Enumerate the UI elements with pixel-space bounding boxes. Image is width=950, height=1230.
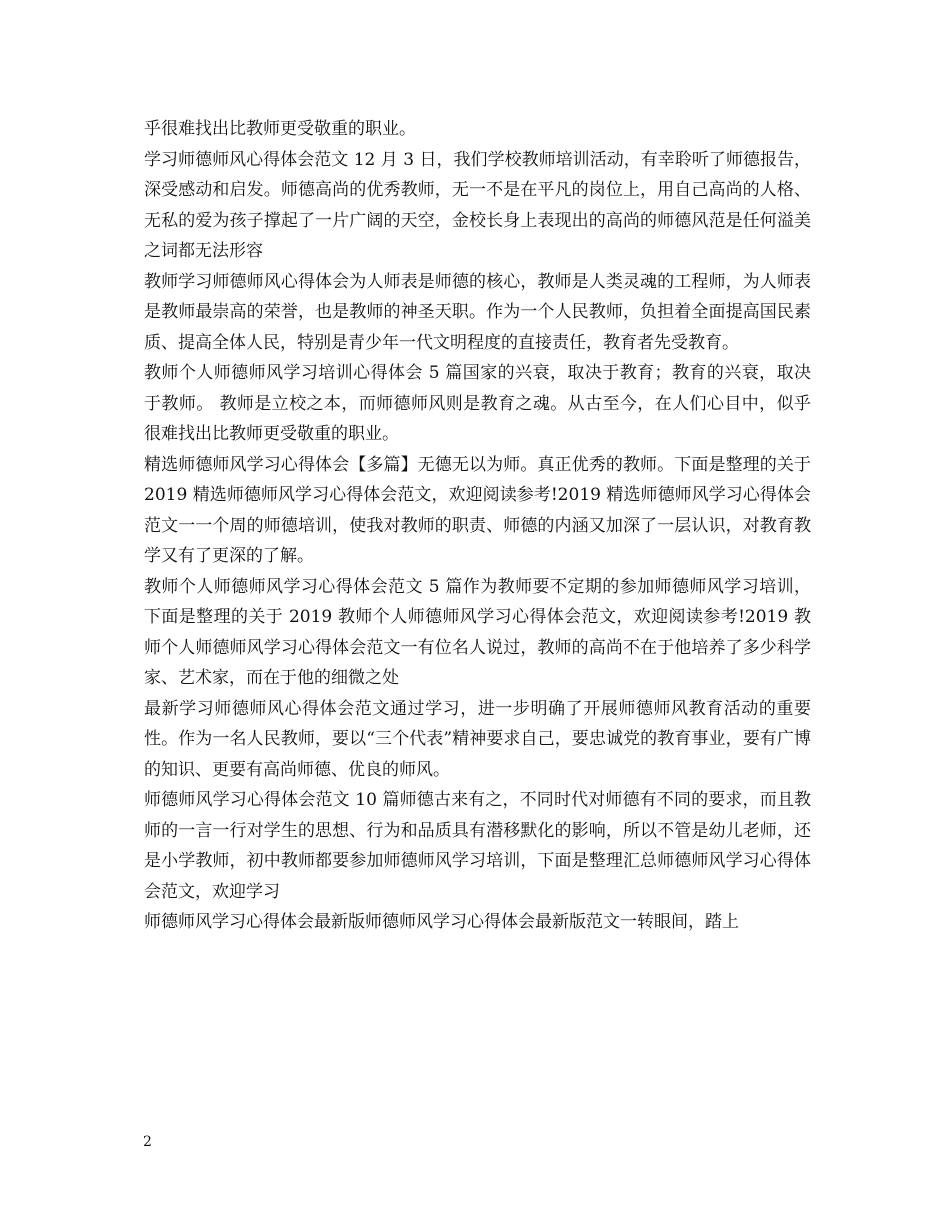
page-number: 2 bbox=[143, 1134, 152, 1150]
paragraph-6: 教师个人师德师风学习心得体会范文 5 篇作为教师要不定期的参加师德师风学习培训，下面是整理的关于 2019 教师个人师德师风学习心得体会范文，欢迎阅读参考!2019 教师个人师德师风学习心得体会范文一有位名人说过，教师的高尚不在于他培养了多少科学家、艺术家，而在于他的细微之处 bbox=[144, 576, 811, 688]
paragraph-8: 师德师风学习心得体会范文 10 篇师德古来有之，不同时代对师德有不同的要求，而且教师的一言一行对学生的思想、行为和品质具有潜移默化的影响，所以不管是幼儿老师，还是小学教师，初中教师都要参加师德师风学习培训，下面是整理汇总师德师风学习心得体会范文，欢迎学习 bbox=[144, 790, 811, 902]
paragraph-9: 师德师风学习心得体会最新版师德师风学习心得体会最新版范文一转眼间，踏上 bbox=[144, 912, 739, 932]
document-body bbox=[144, 114, 811, 938]
paragraph-4: 教师个人师德师风学习培训心得体会 5 篇国家的兴衰，取决于教育；教育的兴衰，取决于教师。 教师是立校之本，而师德师风则是教育之魂。从古至今，在人们心目中，似乎很难找出比教师更受敬重的职业。 bbox=[144, 363, 811, 444]
paragraph-5: 精选师德师风学习心得体会【多篇】无德无以为师。真正优秀的教师。下面是整理的关于 2019 精选师德师风学习心得体会范文，欢迎阅读参考!2019 精选师德师风学习心得体会范文一一个周的师德培训，使我对教师的职责、师德的内涵又加深了一层认识，对教育教学又有了更深的了解。 bbox=[144, 454, 811, 566]
paragraph-3: 教师学习师德师风心得体会为人师表是师德的核心，教师是人类灵魂的工程师，为人师表是教师最崇高的荣誉，也是教师的神圣天职。作为一个人民教师，负担着全面提高国民素质、提高全体人民，特别是青少年一代文明程度的直接责任，教育者先受教育。 bbox=[144, 271, 811, 353]
paragraph-2: 学习师德师风心得体会范文 12 月 3 日，我们学校教师培训活动，有幸聆听了师德报告，深受感动和启发。师德高尚的优秀教师，无一不是在平凡的岗位上，用自己高尚的人格、无私的爱为孩子撑起了一片广阔的天空，金校长身上表现出的高尚的师德风范是任何溢美之词都无法形容 bbox=[144, 149, 811, 261]
paragraph-1: 乎很难找出比教师更受敬重的职业。 bbox=[144, 119, 416, 139]
paragraph-7: 最新学习师德师风心得体会范文通过学习，进一步明确了开展师德师风教育活动的重要性。作为一名人民教师，要以“三个代表”精神要求自己，要忠诚党的教育事业，要有广博的知识、更要有高尚师德、优良的师风。 bbox=[144, 698, 811, 780]
